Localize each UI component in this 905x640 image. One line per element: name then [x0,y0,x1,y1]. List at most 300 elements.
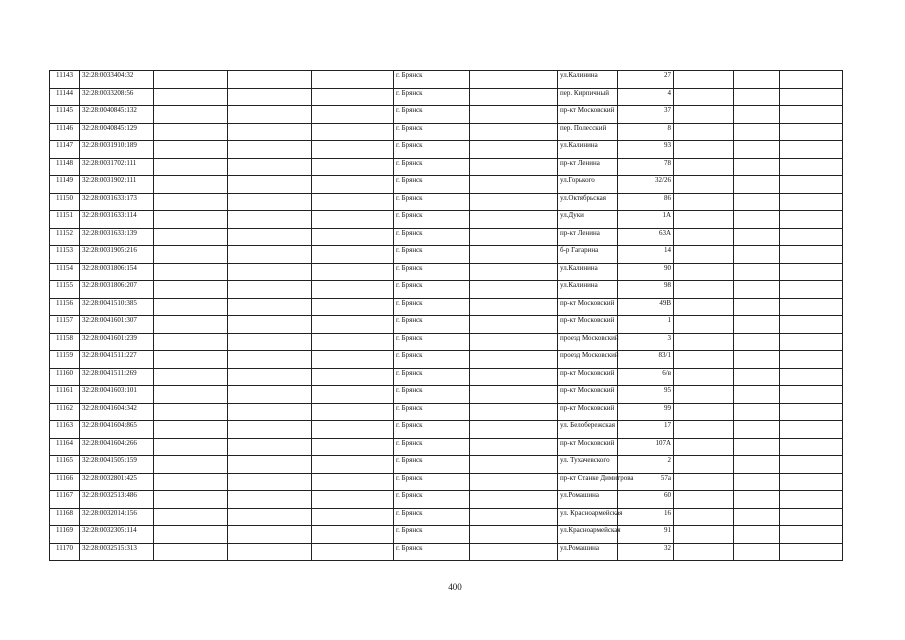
street-cell: пр-кт Станке Димитрова [558,473,618,491]
row-number-cell: 11153 [50,246,80,264]
cadastral-number-cell: 32:28:0041604:266 [80,438,154,456]
empty-cell [674,298,734,316]
row-number-cell: 11150 [50,193,80,211]
table-row [50,123,843,141]
cadastral-number-cell: 32:28:0040845:132 [80,106,154,124]
empty-cell [154,316,228,334]
cadastral-number-cell: 32:28:0032014:156 [80,508,154,526]
row-number-cell: 11164 [50,438,80,456]
empty-cell [674,333,734,351]
cadastral-number-cell: 32:28:0031633:114 [80,211,154,229]
empty-cell [674,228,734,246]
empty-cell [312,526,394,544]
street-cell: пр-кт Московский [558,403,618,421]
empty-cell [228,473,312,491]
street-cell: ул.Калинина [558,281,618,299]
empty-cell [154,228,228,246]
empty-cell [312,298,394,316]
empty-cell [734,368,780,386]
empty-cell [470,543,558,561]
empty-cell [780,281,843,299]
empty-cell [674,193,734,211]
city-cell: г. Брянск [394,403,470,421]
empty-cell [154,211,228,229]
empty-cell [312,386,394,404]
empty-cell [228,491,312,509]
empty-cell [734,333,780,351]
empty-cell [674,123,734,141]
empty-cell [470,176,558,194]
empty-cell [228,176,312,194]
empty-cell [470,281,558,299]
table-row [50,228,843,246]
empty-cell [154,333,228,351]
table-row [50,281,843,299]
empty-cell [228,368,312,386]
empty-cell [780,246,843,264]
table-row [50,316,843,334]
empty-cell [780,71,843,89]
city-cell: г. Брянск [394,141,470,159]
empty-cell [674,421,734,439]
empty-cell [674,281,734,299]
empty-cell [228,316,312,334]
cadastral-number-cell: 32:28:0032515:313 [80,543,154,561]
empty-cell [780,491,843,509]
row-number-cell: 11157 [50,316,80,334]
house-number-cell: 107А [618,438,674,456]
table-row [50,263,843,281]
row-number-cell: 11167 [50,491,80,509]
cadastral-number-cell: 32:28:0031806:207 [80,281,154,299]
house-number-cell: 1 [618,316,674,334]
city-cell: г. Брянск [394,88,470,106]
empty-cell [674,438,734,456]
city-cell: г. Брянск [394,298,470,316]
empty-cell [780,368,843,386]
house-number-cell: 57а [618,473,674,491]
empty-cell [780,351,843,369]
empty-cell [734,508,780,526]
empty-cell [228,403,312,421]
city-cell: г. Брянск [394,543,470,561]
empty-cell [228,158,312,176]
row-number-cell: 11147 [50,141,80,159]
empty-cell [674,368,734,386]
row-number-cell: 11143 [50,71,80,89]
empty-cell [780,526,843,544]
row-number-cell: 11156 [50,298,80,316]
empty-cell [674,71,734,89]
empty-cell [470,141,558,159]
empty-cell [470,421,558,439]
street-cell: пр-кт Московский [558,368,618,386]
street-cell: пер. Кирпичный [558,88,618,106]
empty-cell [312,508,394,526]
empty-cell [470,316,558,334]
city-cell: г. Брянск [394,508,470,526]
empty-cell [470,263,558,281]
house-number-cell: 90 [618,263,674,281]
street-cell: пр-кт Московский [558,316,618,334]
street-cell: ул.Калинина [558,141,618,159]
empty-cell [154,158,228,176]
empty-cell [312,403,394,421]
cadastral-number-cell: 32:28:0032801:425 [80,473,154,491]
city-cell: г. Брянск [394,386,470,404]
table-row [50,158,843,176]
street-cell: б-р Гагарина [558,246,618,264]
empty-cell [734,543,780,561]
empty-cell [312,228,394,246]
row-number-cell: 11152 [50,228,80,246]
cadastral-number-cell: 32:28:0031702:111 [80,158,154,176]
empty-cell [154,403,228,421]
empty-cell [154,123,228,141]
cadastral-number-cell: 32:28:0041505:159 [80,456,154,474]
empty-cell [470,508,558,526]
empty-cell [674,263,734,281]
cadastral-number-cell: 32:28:0041604:342 [80,403,154,421]
table-row [50,491,843,509]
empty-cell [780,421,843,439]
empty-cell [674,508,734,526]
house-number-cell: 14 [618,246,674,264]
empty-cell [154,473,228,491]
table-row [50,298,843,316]
empty-cell [312,316,394,334]
empty-cell [228,106,312,124]
empty-cell [312,123,394,141]
empty-cell [734,473,780,491]
empty-cell [228,438,312,456]
row-number-cell: 11155 [50,281,80,299]
row-number-cell: 11149 [50,176,80,194]
empty-cell [228,263,312,281]
empty-cell [734,88,780,106]
empty-cell [312,333,394,351]
cadastral-number-cell: 32:28:0041601:239 [80,333,154,351]
table-row [50,368,843,386]
table-row [50,71,843,89]
house-number-cell: 91 [618,526,674,544]
empty-cell [228,123,312,141]
empty-cell [470,193,558,211]
empty-cell [470,438,558,456]
empty-cell [734,141,780,159]
empty-cell [734,316,780,334]
street-cell: ул. Тухачевского [558,456,618,474]
row-number-cell: 11158 [50,333,80,351]
empty-cell [470,333,558,351]
row-number-cell: 11163 [50,421,80,439]
empty-cell [312,281,394,299]
empty-cell [312,246,394,264]
row-number-cell: 11154 [50,263,80,281]
city-cell: г. Брянск [394,473,470,491]
street-cell: ул.Октябрьская [558,193,618,211]
empty-cell [674,351,734,369]
empty-cell [228,246,312,264]
empty-cell [780,333,843,351]
table-row [50,106,843,124]
table-row [50,246,843,264]
table-row [50,88,843,106]
empty-cell [228,351,312,369]
street-cell: ул.Ромашина [558,543,618,561]
row-number-cell: 11170 [50,543,80,561]
empty-cell [470,473,558,491]
empty-cell [228,88,312,106]
empty-cell [312,473,394,491]
table-row [50,386,843,404]
empty-cell [734,281,780,299]
house-number-cell: 83/1 [618,351,674,369]
empty-cell [470,386,558,404]
empty-cell [780,438,843,456]
empty-cell [312,438,394,456]
street-cell: ул.Красноармейская [558,526,618,544]
cadastral-number-cell: 32:28:0031633:173 [80,193,154,211]
empty-cell [780,123,843,141]
empty-cell [734,211,780,229]
row-number-cell: 11165 [50,456,80,474]
empty-cell [674,543,734,561]
cadastral-number-cell: 32:28:0031905:216 [80,246,154,264]
empty-cell [470,491,558,509]
house-number-cell: 32 [618,543,674,561]
cadastral-number-cell: 32:28:0031910:189 [80,141,154,159]
empty-cell [674,158,734,176]
street-cell: ул.Ромашина [558,491,618,509]
empty-cell [674,88,734,106]
empty-cell [734,106,780,124]
empty-cell [470,123,558,141]
empty-cell [228,298,312,316]
empty-cell [470,88,558,106]
city-cell: г. Брянск [394,246,470,264]
empty-cell [470,246,558,264]
empty-cell [734,438,780,456]
street-cell: пр-кт Ленина [558,158,618,176]
house-number-cell: 17 [618,421,674,439]
table-row [50,193,843,211]
empty-cell [154,508,228,526]
row-number-cell: 11166 [50,473,80,491]
house-number-cell: 4 [618,88,674,106]
city-cell: г. Брянск [394,71,470,89]
row-number-cell: 11144 [50,88,80,106]
empty-cell [470,456,558,474]
empty-cell [780,543,843,561]
empty-cell [780,106,843,124]
city-cell: г. Брянск [394,158,470,176]
empty-cell [154,141,228,159]
empty-cell [154,71,228,89]
city-cell: г. Брянск [394,263,470,281]
empty-cell [470,351,558,369]
empty-cell [674,211,734,229]
city-cell: г. Брянск [394,106,470,124]
empty-cell [154,246,228,264]
empty-cell [312,141,394,159]
row-number-cell: 11151 [50,211,80,229]
city-cell: г. Брянск [394,123,470,141]
empty-cell [312,88,394,106]
cadastral-number-cell: 32:28:0031902:111 [80,176,154,194]
row-number-cell: 11162 [50,403,80,421]
cadastral-number-cell: 32:28:0041510:385 [80,298,154,316]
empty-cell [780,298,843,316]
empty-cell [470,526,558,544]
table-row [50,333,843,351]
cadastral-number-cell: 32:28:0032305:114 [80,526,154,544]
empty-cell [154,263,228,281]
table-row [50,176,843,194]
street-cell: ул.Дуки [558,211,618,229]
house-number-cell: 6/в [618,368,674,386]
empty-cell [470,158,558,176]
house-number-cell: 32/26 [618,176,674,194]
street-cell: ул.Калинина [558,263,618,281]
empty-cell [780,176,843,194]
city-cell: г. Брянск [394,526,470,544]
city-cell: г. Брянск [394,176,470,194]
cadastral-number-cell: 32:28:0040845:129 [80,123,154,141]
empty-cell [734,298,780,316]
registry-table [49,70,843,561]
empty-cell [312,351,394,369]
empty-cell [780,158,843,176]
house-number-cell: 60 [618,491,674,509]
empty-cell [470,368,558,386]
table-row [50,351,843,369]
empty-cell [154,351,228,369]
empty-cell [228,508,312,526]
empty-cell [228,386,312,404]
empty-cell [312,491,394,509]
cadastral-number-cell: 32:28:0032513:486 [80,491,154,509]
house-number-cell: 99 [618,403,674,421]
empty-cell [154,281,228,299]
row-number-cell: 11148 [50,158,80,176]
empty-cell [228,526,312,544]
city-cell: г. Брянск [394,281,470,299]
house-number-cell: 98 [618,281,674,299]
house-number-cell: 93 [618,141,674,159]
city-cell: г. Брянск [394,316,470,334]
empty-cell [734,403,780,421]
city-cell: г. Брянск [394,193,470,211]
table-row [50,473,843,491]
table-row [50,438,843,456]
empty-cell [228,211,312,229]
empty-cell [674,386,734,404]
house-number-cell: 49В [618,298,674,316]
cadastral-number-cell: 32:28:0041604:865 [80,421,154,439]
table-row [50,508,843,526]
table-row [50,526,843,544]
empty-cell [734,228,780,246]
empty-cell [312,106,394,124]
street-cell: пр-кт Московский [558,438,618,456]
city-cell: г. Брянск [394,438,470,456]
empty-cell [780,88,843,106]
empty-cell [154,491,228,509]
empty-cell [312,368,394,386]
street-cell: ул. Красноармейская [558,508,618,526]
empty-cell [312,71,394,89]
city-cell: г. Брянск [394,421,470,439]
table-row [50,543,843,561]
empty-cell [154,88,228,106]
empty-cell [228,141,312,159]
table-row [50,421,843,439]
empty-cell [674,141,734,159]
empty-cell [780,316,843,334]
empty-cell [312,263,394,281]
empty-cell [154,526,228,544]
empty-cell [312,176,394,194]
empty-cell [734,193,780,211]
empty-cell [734,491,780,509]
empty-cell [154,193,228,211]
row-number-cell: 11159 [50,351,80,369]
city-cell: г. Брянск [394,333,470,351]
house-number-cell: 16 [618,508,674,526]
empty-cell [470,71,558,89]
house-number-cell: 8 [618,123,674,141]
empty-cell [780,141,843,159]
empty-cell [312,543,394,561]
street-cell: проезд Московский [558,333,618,351]
empty-cell [734,263,780,281]
empty-cell [312,211,394,229]
empty-cell [734,456,780,474]
empty-cell [228,421,312,439]
row-number-cell: 11169 [50,526,80,544]
empty-cell [154,176,228,194]
cadastral-number-cell: 32:28:0031806:154 [80,263,154,281]
empty-cell [312,456,394,474]
cadastral-number-cell: 32:28:0041603:101 [80,386,154,404]
empty-cell [734,246,780,264]
street-cell: пер. Полесский [558,123,618,141]
empty-cell [780,403,843,421]
empty-cell [780,228,843,246]
empty-cell [674,526,734,544]
empty-cell [674,106,734,124]
empty-cell [734,158,780,176]
row-number-cell: 11161 [50,386,80,404]
empty-cell [734,421,780,439]
empty-cell [470,298,558,316]
empty-cell [470,106,558,124]
table-row [50,211,843,229]
empty-cell [228,543,312,561]
empty-cell [154,298,228,316]
empty-cell [674,176,734,194]
house-number-cell: 2 [618,456,674,474]
house-number-cell: 78 [618,158,674,176]
empty-cell [780,508,843,526]
empty-cell [470,403,558,421]
empty-cell [228,228,312,246]
street-cell: ул. Белобережская [558,421,618,439]
empty-cell [154,438,228,456]
empty-cell [470,211,558,229]
cadastral-number-cell: 32:28:0041511:269 [80,368,154,386]
